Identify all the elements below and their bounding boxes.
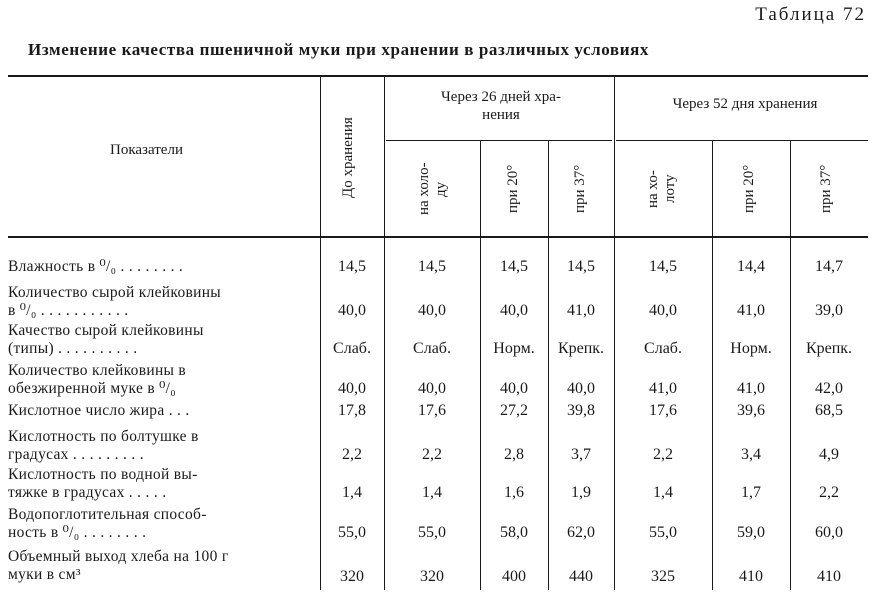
table-cell: 1,4 [342,484,362,501]
header-t20-26: при 20° [505,164,521,214]
table-cell: 41,0 [737,380,765,397]
table-cell: 1,6 [504,484,524,501]
table-cell: 68,5 [815,402,843,419]
column-divider [384,76,385,590]
header-indicators: Показатели [110,142,183,158]
row-label: Объемный выход хлеба на 100 г муки в см³ [8,548,229,583]
group-52-rule [616,140,868,141]
table-cell: 14,4 [737,258,765,275]
row-label: Количество сырой клейковины в ⁰/₀ . . . . . . . . . . . [8,284,222,319]
header-before-storage: До хранения [340,117,356,199]
column-divider [548,141,549,590]
table-cell: 1,4 [422,484,442,501]
table-cell: 4,9 [819,446,839,463]
table-cell: 410 [817,568,841,585]
row-label: Количество клейковины в обезжиренной муке в ⁰/₀ [8,362,187,397]
table-cell: 40,0 [338,302,366,319]
table-cell: 14,5 [418,258,446,275]
header-t37-26: при 37° [572,164,588,214]
table-cell: 440 [569,568,593,585]
table-cell: 27,2 [500,402,528,419]
table-cell: 42,0 [815,380,843,397]
header-bottom-rule [8,236,868,238]
table-cell: 320 [340,568,364,585]
header-t20-52: при 20° [741,164,757,214]
table-cell: 410 [739,568,763,585]
table-cell: 320 [420,568,444,585]
table-cell: 14,5 [567,258,595,275]
table-cell: 40,0 [649,302,677,319]
header-group-26: Через 26 дней хра- нения [441,89,561,123]
table-cell: 41,0 [649,380,677,397]
row-label: Кислотное число жира . . . [8,402,190,419]
table-cell: 40,0 [338,380,366,397]
table-cell: 14,5 [338,258,366,275]
table-cell: 40,0 [500,302,528,319]
table-cell: Крепк. [557,340,605,357]
table-cell: 60,0 [815,524,843,541]
table-cell: 17,6 [418,402,446,419]
table-cell: 14,5 [500,258,528,275]
column-divider [320,76,321,590]
header-cold-26: на холо- ду [416,162,449,216]
top-rule [8,75,868,77]
table-cell: 59,0 [737,524,765,541]
row-label: Влажность в ⁰/₀ . . . . . . . . [8,258,184,275]
row-label: Качество сырой клейковины (типы) . . . . . . . . . . [8,322,204,357]
table-cell: 58,0 [500,524,528,541]
table-cell: 2,2 [819,484,839,501]
table-cell: Крепк. [805,340,853,357]
table-cell: 41,0 [737,302,765,319]
column-divider [790,141,791,590]
table-cell: 55,0 [649,524,677,541]
table-cell: 40,0 [567,380,595,397]
header-cold-52: на хо- лоту [645,170,678,208]
row-label: Кислотность по водной вы- тяжке в градусах . . . . . [8,466,198,501]
table-cell: Слаб. [644,340,682,357]
table-cell: 14,5 [649,258,677,275]
row-label: Водопоглотительная способ- ность в ⁰/₀ . . . . . . . . [8,506,207,541]
table-cell: 2,8 [504,446,524,463]
header-group-52: Через 52 дня хранения [672,96,818,112]
table-cell: 2,2 [653,446,673,463]
table-cell: Слаб. [333,340,371,357]
table-number: Таблица 72 [755,4,866,25]
table-cell: 17,6 [649,402,677,419]
table-cell: 40,0 [500,380,528,397]
table-cell: 40,0 [418,380,446,397]
group-26-rule [386,140,612,141]
table-cell: 40,0 [418,302,446,319]
table-cell: 400 [502,568,526,585]
table-cell: 1,7 [741,484,761,501]
table-cell: 2,2 [422,446,442,463]
table-cell: 1,4 [653,484,673,501]
table-cell: 1,9 [571,484,591,501]
column-divider [480,141,481,590]
column-divider [712,141,713,590]
table-cell: 41,0 [567,302,595,319]
table-cell: Норм. [730,340,772,357]
column-divider [614,76,615,590]
table-cell: 55,0 [418,524,446,541]
table-cell: 3,7 [571,446,591,463]
table-cell: 3,4 [741,446,761,463]
table-cell: 2,2 [342,446,362,463]
table-cell: 39,6 [737,402,765,419]
table-cell: 325 [651,568,675,585]
table-cell: Норм. [493,340,535,357]
table-cell: Слаб. [413,340,451,357]
table-cell: 55,0 [338,524,366,541]
table-title: Изменение качества пшеничной муки при хранении в различных условиях [28,40,650,59]
row-label: Кислотность по болтушке в градусах . . . . . . . . . [8,428,199,463]
header-t37-52: при 37° [818,164,834,214]
table-cell: 39,0 [815,302,843,319]
table-cell: 17,8 [338,402,366,419]
table-cell: 39,8 [567,402,595,419]
table-cell: 14,7 [815,258,843,275]
table-cell: 62,0 [567,524,595,541]
